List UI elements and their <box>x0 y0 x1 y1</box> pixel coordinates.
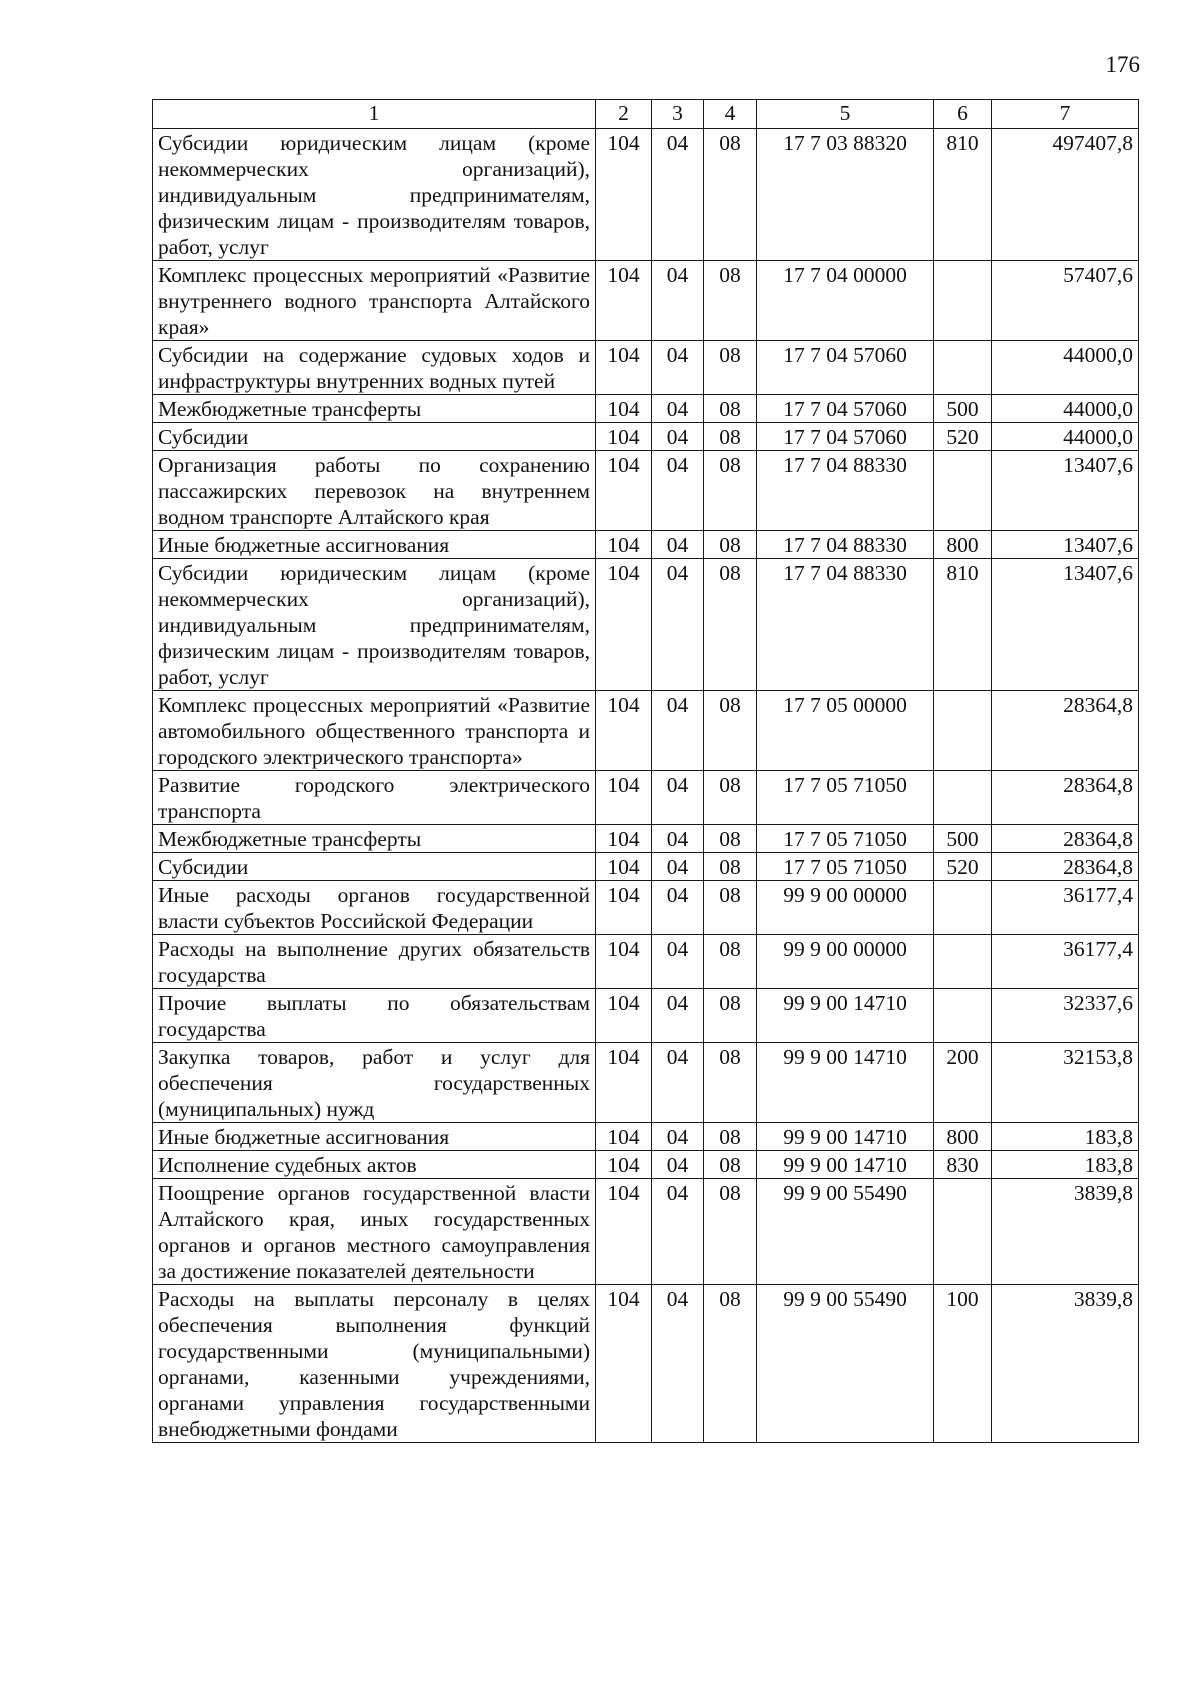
row-name: Межбюджетные трансферты <box>153 395 596 423</box>
amount: 183,8 <box>992 1123 1139 1151</box>
ministry-code: 104 <box>596 261 652 341</box>
row-name: Прочие выплаты по обязательствам государства <box>153 989 596 1043</box>
table-row <box>153 935 1139 989</box>
amount: 44000,0 <box>992 395 1139 423</box>
amount: 36177,4 <box>992 935 1139 989</box>
section-code: 04 <box>652 825 704 853</box>
amount: 3839,8 <box>992 1179 1139 1285</box>
row-name: Субсидии на содержание судовых ходов и инфраструктуры внутренних водных путей <box>153 341 596 395</box>
ministry-code: 104 <box>596 1285 652 1443</box>
ministry-code: 104 <box>596 853 652 881</box>
table-header <box>153 100 1139 129</box>
ministry-code: 104 <box>596 1123 652 1151</box>
expense-type: 100 <box>934 1285 992 1443</box>
row-name: Иные бюджетные ассигнования <box>153 1123 596 1151</box>
section-code: 04 <box>652 341 704 395</box>
amount: 497407,8 <box>992 129 1139 261</box>
ministry-code: 104 <box>596 935 652 989</box>
expense-type <box>934 935 992 989</box>
table-row <box>153 341 1139 395</box>
ministry-code: 104 <box>596 451 652 531</box>
ministry-code: 104 <box>596 341 652 395</box>
expense-type <box>934 771 992 825</box>
table-row <box>153 1179 1139 1285</box>
target-article: 99 9 00 55490 <box>757 1179 934 1285</box>
amount: 32337,6 <box>992 989 1139 1043</box>
amount: 44000,0 <box>992 423 1139 451</box>
target-article: 17 7 05 71050 <box>757 825 934 853</box>
subsection-code: 08 <box>704 1123 757 1151</box>
table-row <box>153 881 1139 935</box>
row-name: Организация работы по сохранению пассажирских перевозок на внутреннем водном транспорте Алтайского края <box>153 451 596 531</box>
table-row <box>153 771 1139 825</box>
subsection-code: 08 <box>704 423 757 451</box>
ministry-code: 104 <box>596 395 652 423</box>
target-article: 99 9 00 00000 <box>757 881 934 935</box>
subsection-code: 08 <box>704 881 757 935</box>
section-code: 04 <box>652 771 704 825</box>
section-code: 04 <box>652 395 704 423</box>
row-name: Межбюджетные трансферты <box>153 825 596 853</box>
subsection-code: 08 <box>704 129 757 261</box>
expense-type: 200 <box>934 1043 992 1123</box>
subsection-code: 08 <box>704 853 757 881</box>
subsection-code: 08 <box>704 1151 757 1179</box>
expense-type: 520 <box>934 853 992 881</box>
section-code: 04 <box>652 935 704 989</box>
subsection-code: 08 <box>704 395 757 423</box>
target-article: 17 7 05 71050 <box>757 853 934 881</box>
target-article: 17 7 04 88330 <box>757 531 934 559</box>
ministry-code: 104 <box>596 989 652 1043</box>
row-name: Расходы на выплаты персоналу в целях обеспечения выполнения функций государственными (муниципальными) органами, казенными учреждениями, органами управления государственными внебюджетными фондами <box>153 1285 596 1443</box>
amount: 3839,8 <box>992 1285 1139 1443</box>
amount: 28364,8 <box>992 825 1139 853</box>
header-cell: 4 <box>704 100 757 129</box>
amount: 28364,8 <box>992 691 1139 771</box>
subsection-code: 08 <box>704 825 757 853</box>
row-name: Поощрение органов государственной власти Алтайского края, иных государственных органов и органов местного самоуправления за достижение показателей деятельности <box>153 1179 596 1285</box>
section-code: 04 <box>652 1151 704 1179</box>
subsection-code: 08 <box>704 451 757 531</box>
header-cell: 2 <box>596 100 652 129</box>
expense-type: 500 <box>934 395 992 423</box>
section-code: 04 <box>652 1179 704 1285</box>
expense-type <box>934 989 992 1043</box>
row-name: Субсидии юридическим лицам (кроме некоммерческих организаций), индивидуальным предпринимателям, физическим лицам - производителям товаров, работ, услуг <box>153 559 596 691</box>
header-cell: 1 <box>153 100 596 129</box>
target-article: 99 9 00 00000 <box>757 935 934 989</box>
row-name: Комплекс процессных мероприятий «Развитие автомобильного общественного транспорта и городского электрического транспорта» <box>153 691 596 771</box>
target-article: 17 7 03 88320 <box>757 129 934 261</box>
amount: 183,8 <box>992 1151 1139 1179</box>
section-code: 04 <box>652 451 704 531</box>
ministry-code: 104 <box>596 1179 652 1285</box>
amount: 13407,6 <box>992 531 1139 559</box>
section-code: 04 <box>652 1285 704 1443</box>
row-name: Иные бюджетные ассигнования <box>153 531 596 559</box>
section-code: 04 <box>652 261 704 341</box>
amount: 28364,8 <box>992 771 1139 825</box>
target-article: 17 7 05 71050 <box>757 771 934 825</box>
subsection-code: 08 <box>704 531 757 559</box>
expense-type <box>934 881 992 935</box>
amount: 36177,4 <box>992 881 1139 935</box>
amount: 57407,6 <box>992 261 1139 341</box>
table-row <box>153 1151 1139 1179</box>
row-name: Субсидии <box>153 853 596 881</box>
target-article: 17 7 04 57060 <box>757 395 934 423</box>
ministry-code: 104 <box>596 531 652 559</box>
subsection-code: 08 <box>704 559 757 691</box>
section-code: 04 <box>652 1043 704 1123</box>
header-cell: 6 <box>934 100 992 129</box>
ministry-code: 104 <box>596 881 652 935</box>
target-article: 17 7 04 00000 <box>757 261 934 341</box>
expense-type: 800 <box>934 531 992 559</box>
table-body <box>153 129 1139 1443</box>
table-row <box>153 423 1139 451</box>
header-cell: 7 <box>992 100 1139 129</box>
row-name: Расходы на выполнение других обязательств государства <box>153 935 596 989</box>
amount: 13407,6 <box>992 451 1139 531</box>
section-code: 04 <box>652 691 704 771</box>
table-row <box>153 395 1139 423</box>
table-row <box>153 825 1139 853</box>
expense-type: 830 <box>934 1151 992 1179</box>
expense-type <box>934 451 992 531</box>
ministry-code: 104 <box>596 559 652 691</box>
row-name: Исполнение судебных актов <box>153 1151 596 1179</box>
target-article: 17 7 04 57060 <box>757 341 934 395</box>
row-name: Развитие городского электрического транспорта <box>153 771 596 825</box>
row-name: Субсидии юридическим лицам (кроме некоммерческих организаций), индивидуальным предпринимателям, физическим лицам - производителям товаров, работ, услуг <box>153 129 596 261</box>
section-code: 04 <box>652 423 704 451</box>
row-name: Субсидии <box>153 423 596 451</box>
table-row <box>153 853 1139 881</box>
target-article: 17 7 04 57060 <box>757 423 934 451</box>
amount: 32153,8 <box>992 1043 1139 1123</box>
table-row <box>153 1285 1139 1443</box>
target-article: 99 9 00 14710 <box>757 1043 934 1123</box>
page-number: 176 <box>1105 52 1140 77</box>
subsection-code: 08 <box>704 261 757 341</box>
expense-type: 800 <box>934 1123 992 1151</box>
section-code: 04 <box>652 531 704 559</box>
ministry-code: 104 <box>596 1043 652 1123</box>
target-article: 17 7 05 00000 <box>757 691 934 771</box>
section-code: 04 <box>652 881 704 935</box>
section-code: 04 <box>652 989 704 1043</box>
subsection-code: 08 <box>704 1285 757 1443</box>
header-row <box>153 100 1139 129</box>
section-code: 04 <box>652 129 704 261</box>
amount: 44000,0 <box>992 341 1139 395</box>
header-cell: 3 <box>652 100 704 129</box>
section-code: 04 <box>652 853 704 881</box>
subsection-code: 08 <box>704 771 757 825</box>
expense-type: 810 <box>934 559 992 691</box>
section-code: 04 <box>652 559 704 691</box>
target-article: 99 9 00 55490 <box>757 1285 934 1443</box>
amount: 13407,6 <box>992 559 1139 691</box>
subsection-code: 08 <box>704 1179 757 1285</box>
row-name: Закупка товаров, работ и услуг для обеспечения государственных (муниципальных) нужд <box>153 1043 596 1123</box>
target-article: 17 7 04 88330 <box>757 559 934 691</box>
expense-type: 500 <box>934 825 992 853</box>
ministry-code: 104 <box>596 129 652 261</box>
budget-table <box>152 99 1139 1443</box>
table-row <box>153 559 1139 691</box>
expense-type: 520 <box>934 423 992 451</box>
subsection-code: 08 <box>704 989 757 1043</box>
table-row <box>153 129 1139 261</box>
section-code: 04 <box>652 1123 704 1151</box>
table-row <box>153 531 1139 559</box>
subsection-code: 08 <box>704 935 757 989</box>
target-article: 17 7 04 88330 <box>757 451 934 531</box>
table-row <box>153 261 1139 341</box>
amount: 28364,8 <box>992 853 1139 881</box>
table-row <box>153 691 1139 771</box>
subsection-code: 08 <box>704 1043 757 1123</box>
subsection-code: 08 <box>704 691 757 771</box>
ministry-code: 104 <box>596 691 652 771</box>
ministry-code: 104 <box>596 1151 652 1179</box>
target-article: 99 9 00 14710 <box>757 989 934 1043</box>
subsection-code: 08 <box>704 341 757 395</box>
ministry-code: 104 <box>596 423 652 451</box>
expense-type <box>934 691 992 771</box>
expense-type <box>934 341 992 395</box>
header-cell: 5 <box>757 100 934 129</box>
table-row <box>153 451 1139 531</box>
table-row <box>153 1123 1139 1151</box>
ministry-code: 104 <box>596 825 652 853</box>
expense-type <box>934 1179 992 1285</box>
expense-type <box>934 261 992 341</box>
table-row <box>153 1043 1139 1123</box>
ministry-code: 104 <box>596 771 652 825</box>
row-name: Комплекс процессных мероприятий «Развитие внутреннего водного транспорта Алтайского края» <box>153 261 596 341</box>
target-article: 99 9 00 14710 <box>757 1123 934 1151</box>
table-row <box>153 989 1139 1043</box>
expense-type: 810 <box>934 129 992 261</box>
row-name: Иные расходы органов государственной власти субъектов Российской Федерации <box>153 881 596 935</box>
target-article: 99 9 00 14710 <box>757 1151 934 1179</box>
